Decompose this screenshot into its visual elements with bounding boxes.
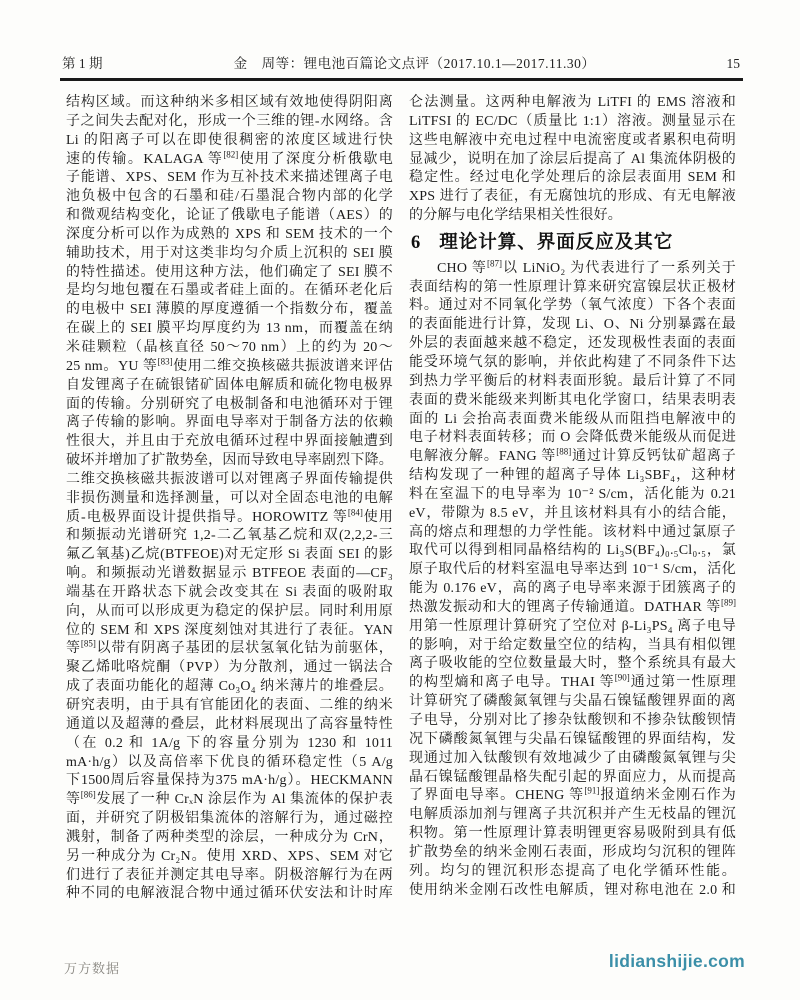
text-line: 研究表明，由于具有官能团化的表面、二维的纳米 (66, 698, 393, 713)
issue-number: 第 1 期 (62, 56, 103, 71)
text-line: 仑法测量。这两种电解液为 LiTFI 的 EMS 溶液和 (409, 95, 736, 110)
text-line: 质-电极界面设计提供指导。HOROWITZ 等[84]使用 (66, 506, 393, 525)
text-line: 况下磷酸氮氧锂与尖晶石镍锰酸锂的界面结构，发 (409, 731, 736, 747)
running-title: 金 周等：锂电池百篇论文点评（2017.10.1—2017.11.30） (233, 56, 596, 71)
text-line: 子电导，分别对比了掺杂钛酸钡和不掺杂钛酸钡情 (409, 713, 736, 728)
text-line: 离子吸收能的空位数量最大时，整个系统具有最大 (409, 656, 736, 672)
text-line: 速的传输。KALAGA 等[82]使用了深度分析俄歇电 (66, 148, 393, 167)
text-line: 列。均匀的锂沉积形态提高了电化学循环性能。 (409, 863, 736, 879)
text-line: 了界面电导率。CHENG 等[91]报道纳米金刚石作为 (409, 785, 736, 804)
text-line: 成了表面功能化的超薄 Co₃O₄ 纳米薄片的堆叠层。 (66, 679, 393, 695)
text-line: 在碳上的 SEI 膜平均厚度约为 13 nm，而覆盖在纳 (66, 321, 393, 337)
section-title: 理论计算、界面反应及其它 (439, 232, 674, 253)
text-line: 的特性描述。使用这种方法，他们确定了 SEI 膜不 (66, 264, 393, 280)
text-line: 能受环境气氛的影响，并依此构建了不同条件下达 (409, 354, 736, 370)
text-line: 的电极中 SEI 薄膜的厚度遵循一个指数分布，覆盖 (66, 302, 393, 318)
text-line: 非损伤测量和选择测量，可以对全固态电池的电解 (66, 490, 393, 506)
text-line: 池负极中包含的石墨和硅/石墨混合物内部的化学 (66, 189, 393, 205)
text-line: 氟乙氧基)乙烷(BTFEOE)对无定形 Si 表面 SEI 的影 (66, 547, 393, 563)
text-line: 自发锂离子在硫银锗矿固体电解质和硫化物电极界 (66, 377, 393, 393)
text-line: 面的 Li 会抬高表面费米能级从而阻挡电解液中的 (409, 411, 736, 427)
text-line: 的影响，对于给定数量空位的结构，当具有相似锂 (409, 637, 736, 653)
text-line: 能为 0.176 eV，高的离子电导率来源于团簇离子的 (409, 581, 736, 597)
text-line: 用第一性原理计算研究了空位对 β-Li₃PS₄ 离子电导 (409, 618, 736, 634)
right-column (409, 94, 736, 900)
right-column-top-lines (409, 94, 736, 226)
text-line: 聚乙烯吡咯烷酮（PVP）为分散剂，通过一锅法合 (66, 660, 393, 676)
left-column (66, 94, 393, 904)
text-line: 辅助技术，用于对这类非均匀介质上沉积的 SEI 膜 (66, 245, 393, 261)
text-line: 现通过加入钛酸钡有效地减少了由磷酸氮氧锂与尖 (409, 750, 736, 766)
text-line: 等[86]发展了一种 CrₓN 涂层作为 Al 集流体的保护表 (66, 789, 393, 808)
text-line: 溅射，制备了两种类型的涂层，一种成分为 CrN， (66, 829, 393, 845)
text-line: 显减少，说明在加了涂层后提高了 Al 集流体阴极的 (409, 151, 736, 167)
right-column-paragraph-lines (409, 260, 736, 901)
text-line: 稳定性。经过电化学处理后的涂层表面用 SEM 和 (409, 170, 736, 186)
text-line: 的分解与电化学结果相关性很好。 (409, 208, 622, 224)
text-line: 性很大，并且由于充放电循环过程中界面接触遭到 (66, 434, 393, 450)
text-line: 高的熔点和理想的力学性能。该材料中通过氯原子 (409, 524, 736, 540)
text-line: 料。通过对不同氧化学势（氧气浓度）下各个表面 (409, 298, 736, 314)
text-line: 使用纳米金刚石改性电解质，锂对称电池在 2.0 和 (409, 882, 736, 898)
text-line: 面的传输。分别研究了电极制备和电池循环对于锂 (66, 396, 393, 412)
text-line: 等[85]以带有阴离子基团的层状氢氧化钴为前驱体， (66, 638, 393, 657)
text-line: 到热力学平衡后的材料表面形貌。最后计算了不同 (409, 373, 736, 389)
text-line: 通道以及超薄的叠层，此材料展现出了高容量特性 (66, 716, 393, 732)
text-line: 米硅颗粒（晶核直径 50～70 nm）上的约为 20～ (66, 339, 393, 355)
text-line: 响。和频振动光谱数据显示 BTFEOE 表面的—CF₃ (66, 566, 393, 582)
text-line: 位的 SEM 和 XPS 深度刻蚀对其进行了表征。YAN (66, 622, 393, 638)
text-line: 这些电解液中充电过程中电流密度或者累积电荷明 (409, 132, 736, 148)
text-line: 结构区域。而这种纳米多相区域有效地使得阴阳离 (66, 95, 393, 110)
site-watermark: lidianshijie.com (608, 951, 745, 971)
text-line: 和频振动光谱研究 1,2-二乙氧基乙烷和双(2,2,2-三 (66, 528, 393, 544)
text-line: 二维交换核磁共振波谱可以对锂离子界面传输提供 (66, 471, 393, 487)
header-rule (60, 78, 743, 81)
page-number: 15 (726, 56, 740, 71)
text-line: LiTFSI 的 EC/DC（质量比 1:1）溶液。测量显示在 (409, 113, 736, 129)
wanfang-watermark: 万方数据 (64, 961, 121, 976)
text-line: 子能谱、XPS、SEM 作为互补技术来描述锂离子电 (66, 170, 393, 186)
text-line: 热激发振动和大的锂离子传输通道。DATHAR 等[89] (409, 597, 736, 615)
text-line: Li 的阳离子可以在即使很稠密的浓度区域进行快 (66, 132, 393, 148)
text-line: 面，并研究了阴极铝集流体的溶解行为，通过磁控 (66, 811, 393, 827)
text-line: 破坏并增加了扩散势垒，因而导致电导率剧烈下降。 (66, 453, 393, 469)
text-line: 晶石镍锰酸锂晶格失配引起的界面应力，从而提高 (409, 769, 736, 785)
text-line: （在 0.2 和 1A/g 下的容量分别为 1230 和 1011 (66, 735, 393, 751)
text-line: 原子取代后的材料室温电导率达到 10⁻¹ S/cm，活化 (409, 562, 736, 578)
text-line: 向，从而可以形成更为稳定的保护层。同时利用原 (66, 603, 393, 619)
text-line: 25 nm。YU 等[83]使用二维交换核磁共振波谱来评估 (66, 356, 393, 374)
text-line: 是均匀地包覆在石墨或者硅上面的。在循环老化后 (66, 283, 393, 299)
text-line: 下1500周后容量保持为375 mA·h/g）。HECKMANN (66, 773, 393, 789)
text-line: 积物。第一性原理计算表明锂更容易吸附到具有低 (409, 826, 736, 842)
text-line: 结构发现了一种锂的超离子导体 Li₃SBF₄，这种材 (409, 468, 736, 484)
text-line: 端基在开路状态下就会改变其在 Si 表面的吸附取 (66, 584, 393, 600)
text-line: 子之间失去配对化，形成一个三维的锂-水网络。含 (66, 113, 393, 129)
text-line: 扩散势垒的纳米金刚石表面，形成均匀沉积的锂阵 (409, 844, 736, 860)
text-line: 计算研究了磷酸氮氧锂与尖晶石镍锰酸锂界面的离 (409, 694, 736, 710)
text-line: 的构型熵和离子电导。THAI 等[90]通过第一性原理 (409, 672, 736, 691)
text-line: 电解质添加剂与锂离子共沉积并产生无枝晶的锂沉 (409, 807, 736, 823)
text-line: XPS 进行了表征，有无腐蚀坑的形成、有无电解液 (409, 189, 736, 205)
text-line: 离子传输的影响。界面电导率对于制备方法的依赖 (66, 415, 393, 431)
text-line: 表面的费米能级来判断其电化学窗口，结果表明表 (409, 392, 736, 408)
text-line: 表面结构的第一性原理计算来研究富镍层状正极材 (409, 279, 736, 295)
text-line: 和微观结构变化，论证了俄歇电子能谱（AES）的 (66, 208, 393, 224)
text-line: 电子材料表面转移；而 O 会降低费米能级从而促进 (409, 430, 736, 446)
text-line: 电解液分解。FANG 等[88]通过计算反钙钛矿超离子 (409, 446, 736, 465)
text-line: 们进行了表征并测定其电导率。阴极溶解行为在两 (66, 867, 393, 883)
text-line: 取代可以得到相同晶格结构的 Li₃S(BF₄)₀.₅Cl₀.₅，氯 (409, 543, 736, 559)
text-line: CHO 等[87]以 LiNiO₂ 为代表进行了一系列关于 (437, 258, 736, 276)
text-line: mA·h/g）以及高倍率下优良的循环稳定性（5 A/g (66, 754, 393, 770)
text-line: 种不同的电解液混合物中通过循环伏安法和计时库 (66, 886, 393, 902)
page-header (62, 52, 740, 72)
section-heading (411, 234, 736, 253)
text-line: 另一种成分为 Cr₂N。使用 XRD、XPS、SEM 对它 (66, 848, 393, 864)
text-line: 料在室温下的电导率为 10⁻² S/cm，活化能为 0.21 (409, 486, 736, 502)
text-line: 深度分析可以作为成熟的 XPS 和 SEM 技术的一个 (66, 226, 393, 242)
text-line: 的表面能进行计算，发现 Li、O、Ni 分别暴露在最 (409, 317, 736, 333)
text-line: eV，带隙为 8.5 eV，并且该材料具有小的结合能， (409, 505, 736, 521)
section-number: 6 (411, 232, 422, 253)
text-line: 外层的表面越来越不稳定，还发现极性表面的表面 (409, 336, 736, 352)
